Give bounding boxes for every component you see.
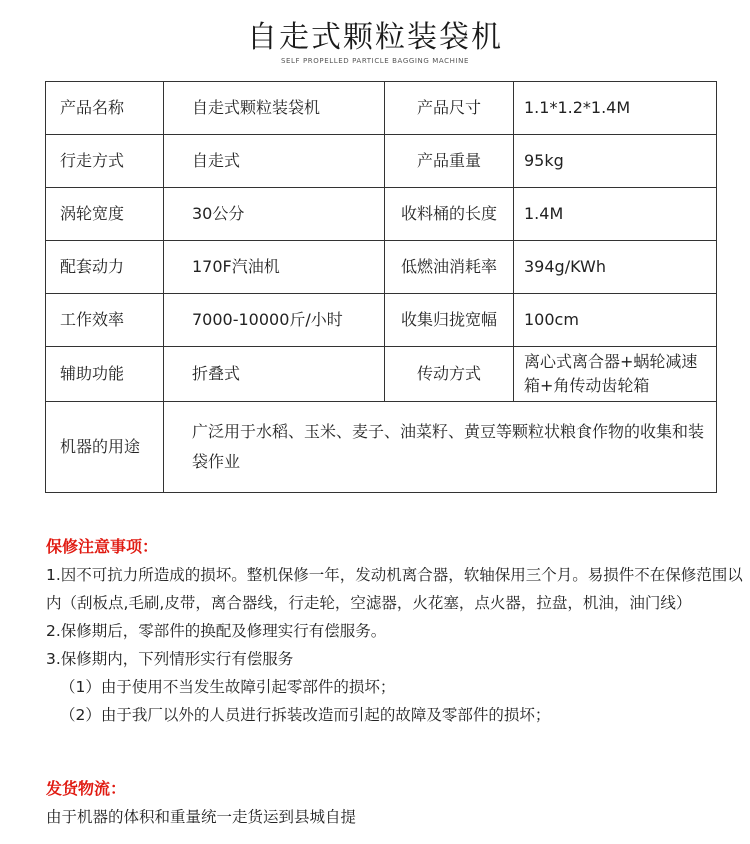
page-subtitle: SELF PROPELLED PARTICLE BAGGING MACHINE [280,57,470,65]
warranty-subitem: （2）由于我厂以外的人员进行拆装改造而引起的故障及零部件的损坏； [60,706,551,724]
spec-label: 收料桶的长度 [385,188,514,241]
spec-value: 自走式颗粒装袋机 [164,82,385,135]
table-row [46,294,717,347]
spec-label: 产品重量 [385,135,514,188]
table-row [46,402,717,493]
warranty-item: 1.因不可抗力所造成的损坏。整机保修一年，发动机离合器，软轴保用三个月。易损件不在保修范围以内（刮板点,毛刷,皮带，离合器线，行走轮，空滤器，火花塞，点火器，拉盘，机油，油门线） [46,566,743,612]
spec-value: 30公分 [164,188,385,241]
warranty-section [46,533,746,729]
warranty-subitem: （1）由于使用不当发生故障引起零部件的损坏； [60,678,396,696]
spec-value: 离心式离合器+蜗轮减速箱+角传动齿轮箱 [514,347,717,402]
spec-value: 7000-10000斤/小时 [164,294,385,347]
warranty-item: 2.保修期后，零部件的换配及修理实行有偿服务。 [46,622,387,640]
spec-value: 95kg [514,135,717,188]
spec-label: 辅助功能 [46,347,164,402]
page-title: 自走式颗粒装袋机 [247,20,503,55]
spec-value: 1.1*1.2*1.4M [514,82,717,135]
table-row [46,82,717,135]
spec-value: 自走式 [164,135,385,188]
spec-value: 折叠式 [164,347,385,402]
table-row [46,347,717,402]
spec-label: 收集归拢宽幅 [385,294,514,347]
spec-label: 行走方式 [46,135,164,188]
spec-value: 170F汽油机 [164,241,385,294]
warranty-item: 3.保修期内，下列情形实行有偿服务 [46,650,294,668]
spec-label: 产品名称 [46,82,164,135]
spec-table [45,81,717,493]
spec-label: 工作效率 [46,294,164,347]
shipping-section [46,775,746,831]
spec-label: 低燃油消耗率 [385,241,514,294]
shipping-text: 由于机器的体积和重量统一走货运到县城自提 [46,808,357,826]
spec-label: 配套动力 [46,241,164,294]
spec-value: 1.4M [514,188,717,241]
usage-label: 机器的用途 [46,402,164,493]
table-row [46,241,717,294]
shipping-heading: 发货物流： [46,779,127,798]
usage-value: 广泛用于水稻、玉米、麦子、油菜籽、黄豆等颗粒状粮食作物的收集和装袋作业 [164,402,717,493]
table-row [46,135,717,188]
spec-value: 100cm [514,294,717,347]
spec-label: 传动方式 [385,347,514,402]
spec-label: 产品尺寸 [385,82,514,135]
spec-value: 394g/KWh [514,241,717,294]
warranty-heading: 保修注意事项： [46,537,159,556]
spec-label: 涡轮宽度 [46,188,164,241]
table-row [46,188,717,241]
